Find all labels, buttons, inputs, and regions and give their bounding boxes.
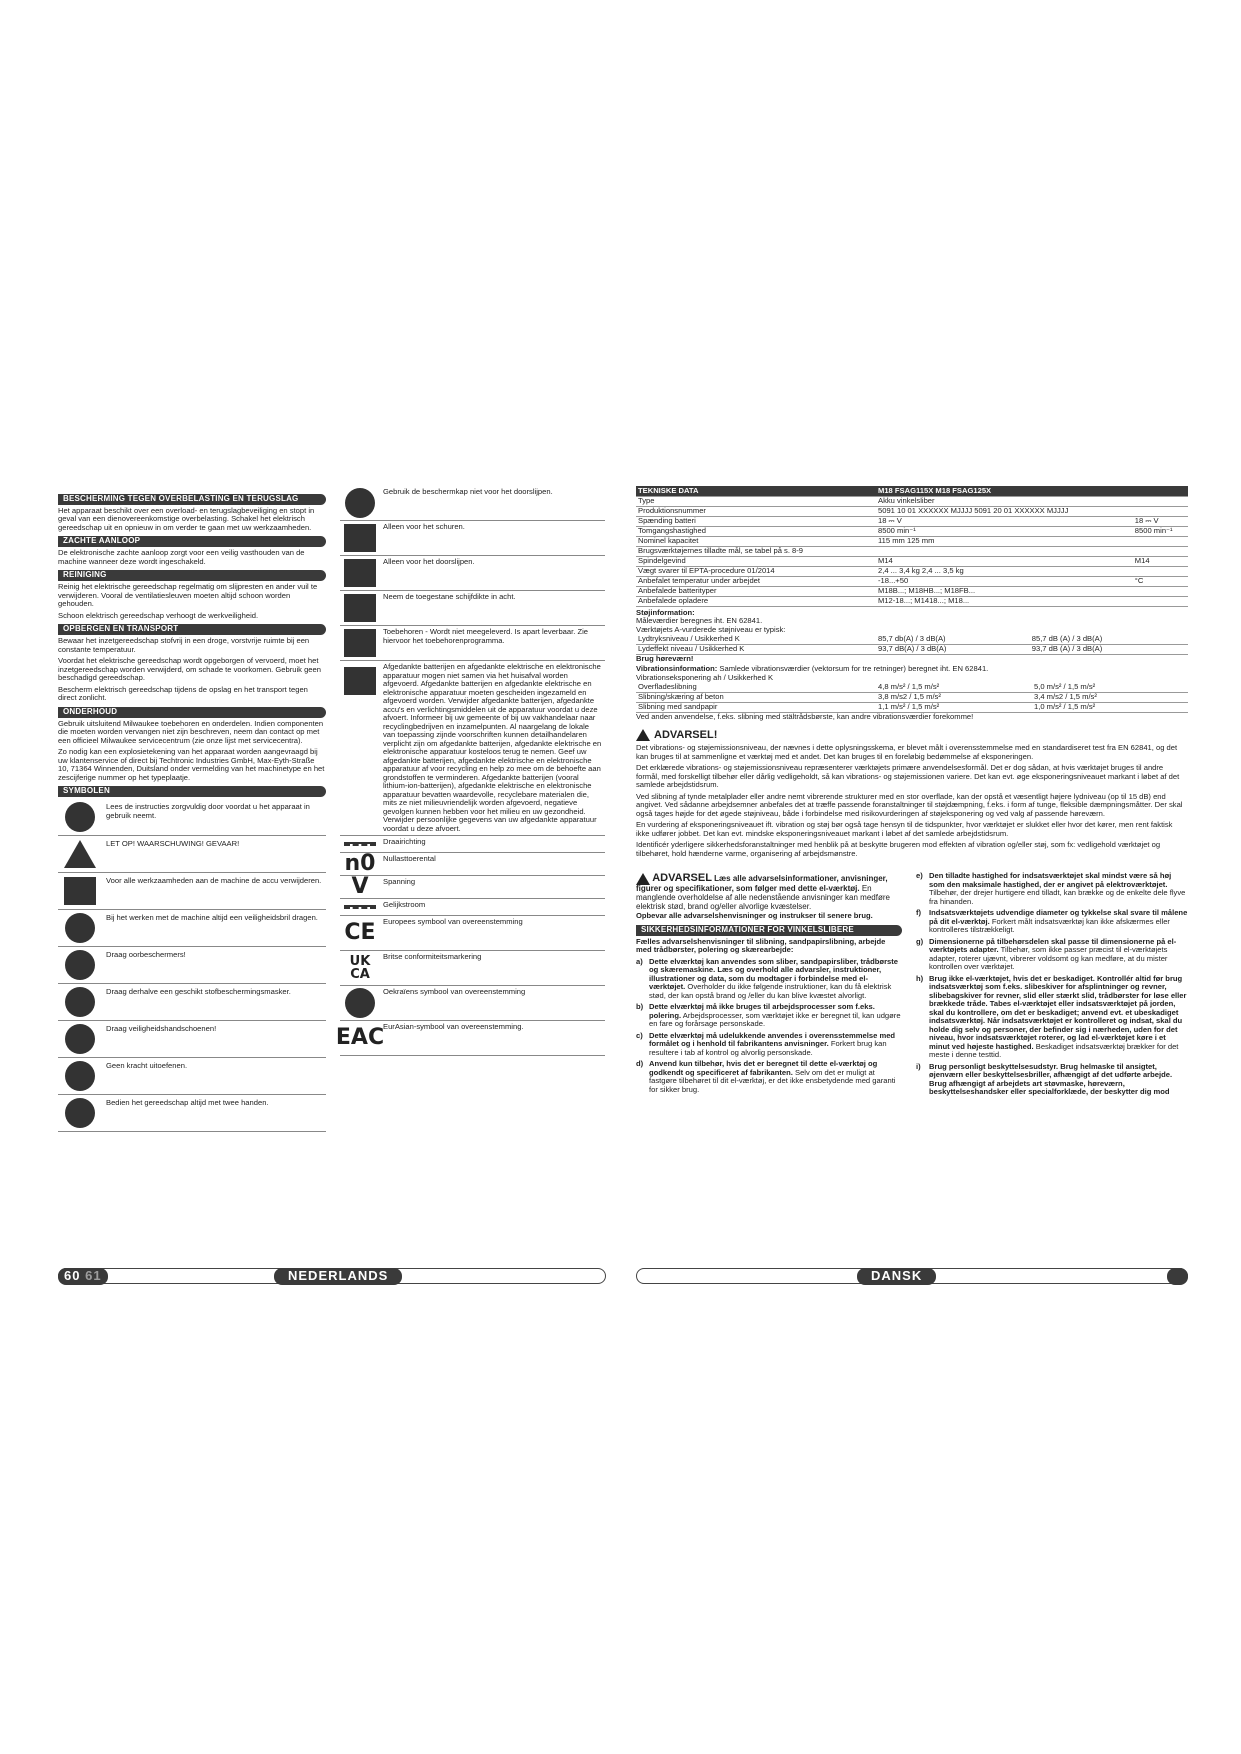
item-letter: h) <box>916 973 924 983</box>
symbol-row <box>340 836 605 853</box>
noise-line: Værktøjets A-vurderede støjniveau er typisk: <box>636 624 786 634</box>
symbol-row <box>58 1021 326 1058</box>
safety-header: SIKKERHEDSINFORMATIONER FOR VINKELSLIBERE <box>636 925 902 936</box>
vibration-intro: Samlede vibrationsværdier (vektorsum for tre retninger) beregnet iht. EN 62841. <box>719 664 989 673</box>
ukraine-mark-icon <box>340 986 380 1020</box>
voltage-icon: V <box>351 874 369 899</box>
disc-thickness-icon <box>340 591 380 625</box>
item-bold: Brug ikke el-værktøjet, hvis det er beskadiget. Kontrollér altid før brug indsatsværktøj som f.eks. slibeskiver for afsplintninger og revner, slibebagskiver for revner, slid eller stærkt slid, trådbørster for løse eller brækkede tråde. Tabes el-værktøjet eller indsatsværktøjet på jorden, skal du kontrollere, om det er beskadiget; anvend evt. et ubeskadiget indsatsværktøj. Når indsatsværktøjet er kontrolleret og indsat, skal du holde dig selv og personer, der befinder sig i nærheden, uden for det niveau, hvor indsatsværktøjet roterer, og lad el-værktøjet køre i et minut ved højeste hastighed. <box>929 973 1187 1051</box>
table-cell: Slibning med sandpapir <box>636 702 876 712</box>
page-number-right <box>1167 1268 1188 1285</box>
safety-items-right <box>916 872 1188 1100</box>
dust-mask-icon <box>58 984 102 1020</box>
table-cell: 85,7 dB (A) / 3 dB(A) <box>1030 634 1188 644</box>
left-column-2 <box>335 486 605 1056</box>
symbol-text: Oekraïens symbool van overeenstemming <box>383 987 526 996</box>
table-row <box>636 682 1188 692</box>
tech-data-table <box>636 486 1188 607</box>
warning2-rest: En manglende overholdelse af alle nedenstående anvisninger kan medføre elektrisk stød, brand og/eller alvorlige kvæstelser. <box>636 884 890 912</box>
symbol-row <box>340 661 605 836</box>
symbol-row <box>340 556 605 591</box>
symbol-text: Afgedankte batterijen en afgedankte elektrische en elektronische apparatuur mogen niet samen via het huisafval worden afgevoerd. Afgedankte batterijen en afgedankte elektrische en elektronische apparatuur moeten gescheiden ingezameld en afgevoerd worden. Verwijder afgedankte batterijen, afgedankte accu's en verlichtingsmiddelen uit de apparatuur voordat u deze afvoert. Informeer bij uw gemeente of bij uw vakhandelaar naar recyclingbedrijven en inzamelpunten. Al naargelang de lokale van toepassing zijnde voorschriften kunnen detailhandelaren verplicht zijn om afgedankte batterijen, afgedankte elektrische en elektronische apparatuur kosteloos terug te nemen. Geef uw afgedankte batterijen, afgedankte elektrische en elektronische apparatuur af voor recycling en help zo mee om de behoefte aan grondstoffen te verminderen. Afgedankte batterijen (vooral lithium-ion-batterijen), afgedankte elektrische en elektronische apparatuur bevatten waardevolle, recyclebare materialen die, mits ze niet milieuvriendelijk worden afgevoerd, negatieve gevolgen kunnen hebben voor het milieu en uw gezondheid. Verwijder persoonlijke gegevens van uw afgedankte apparatuur voordat u deze afvoert. <box>383 662 602 833</box>
section-header: REINIGING <box>58 570 326 581</box>
item-text: Overholder du ikke følgende instruktioner, kan du få elektrisk stød, der kan opstå brand og /eller du kan blive kvæstet alvorligt. <box>649 982 892 1000</box>
warning-title: ADVARSEL! <box>654 729 718 741</box>
direct-current-icon <box>340 899 380 915</box>
section-paragraph: Zo nodig kan een explosietekening van het apparaat worden aangevraagd bij uw klantenservice of direct bij Techtronic Industries GmbH, Max-Eyth-Straße 10, 71364 Winnenden, Duitsland onder vermelding van het machinetype en het zescijferige nummer op het typeplaatje. <box>58 747 325 782</box>
ear-protection-icon <box>58 947 102 983</box>
table-cell: M14 <box>876 556 1133 566</box>
symbol-text: Britse conformiteitsmarkering <box>383 952 482 961</box>
warning-paragraph: Identificér yderligere sikkerhedsforanstaltninger med henblik på at beskytte brugeren mod effekten af vibration og/eller støj, som fx: vedligehold værktøjet og tilbehøret, hold hænderne varme, organisering af arbejdsmønstre. <box>636 840 1161 858</box>
safety-item <box>636 1003 902 1029</box>
table-row <box>636 506 1188 516</box>
table-cell: 2,4 ... 3,4 kg 2,4 ... 3,5 kg <box>876 566 1133 576</box>
symbol-text: Bedien het gereedschap altijd met twee handen. <box>106 1098 269 1108</box>
section-paragraph: De elektronische zachte aanloop zorgt voor een veilig vasthouden van de machine wanneer deze wordt ingeschakeld. <box>58 548 305 566</box>
symbols-list <box>58 799 326 1132</box>
language-label: NEDERLANDS <box>274 1268 402 1285</box>
safety-item <box>916 975 1188 1060</box>
item-letter: b) <box>636 1002 644 1012</box>
symbol-row <box>335 1021 605 1056</box>
symbol-row <box>58 910 326 947</box>
right-page <box>636 486 1188 1100</box>
table-row <box>636 634 1188 644</box>
item-bold: Den tilladte hastighed for indsatsværktøjet skal mindst være så høj som den maksimale hastighed, der er angivet på elektroværktøjet. <box>929 871 1172 889</box>
hearing-protection-note: Brug høreværn! <box>636 653 694 663</box>
table-row <box>636 536 1188 546</box>
item-body <box>929 909 1188 935</box>
symbol-row <box>340 626 605 661</box>
footer-right <box>636 1268 1188 1284</box>
section-paragraph: Schoon elektrisch gereedschap verhoogt de werkveiligheid. <box>58 610 259 620</box>
item-body <box>649 1003 902 1029</box>
table-row <box>636 644 1188 654</box>
table-row <box>636 526 1188 536</box>
warning-paragraph: En vurdering af eksponeringsniveauet ift. vibration og støj bør også tage hensyn til de tidspunkter, hvor værktøjet er slukket eller hvor det kører, men rent faktisk ikke udfører jobbet. Det kan evt. mindske eksponeringsniveauet markant i løbet af det samlede arbejdstidsrum. <box>636 820 1173 838</box>
symbol-row <box>340 853 605 876</box>
safety-item <box>916 872 1188 906</box>
item-body <box>929 872 1188 906</box>
item-text: Arbejdsprocesser, som værktøjet ikke er beregnet til, kan udgøre en fare og forårsage personskade. <box>649 1010 901 1029</box>
table-cell: 5091 10 01 XXXXXX MJJJJ 5091 20 01 XXXXXX MJJJJ <box>876 506 1133 516</box>
table-row <box>636 546 1188 556</box>
weee-bin-icon <box>340 661 380 701</box>
table-cell: Anbefalet temperatur under arbejdet <box>636 576 876 586</box>
safety-items-left <box>636 958 902 1095</box>
language-label: DANSK <box>857 1268 936 1285</box>
symbols-list-2 <box>335 486 605 1056</box>
warning-paragraph: Ved slibning af tynde metalplader eller andre nemt vibrerende strukturer med en stor overflade, kan der opstå et væsentligt højere lydniveau (op til 15 dB) end angivet. Ved sådanne arbejdsemner anbefales det at træffe passende foranstaltninger til støjdæmpning, f.eks. i form af tunge, fleksible dæmpningsmåtter. Der skal også tages højde for det øgede støjniveau, både i forbindelse med risikovurderingen af støjeksponering og ved valg af passende høreværn. <box>636 791 1183 818</box>
table-cell: Akku vinkelsliber <box>876 496 1133 506</box>
table-cell: Anbefalede batterityper <box>636 586 876 596</box>
item-bold: Brug personligt beskyttelsesudstyr. Brug helmaske til ansigtet, øjenværn eller beskyttelsesbriller, afhængigt af det udførte arbejde. Brug afhængigt af arbejdets art støvmaske, høreværn, beskyttelseshandsker eller specialforklæde, der beskytter dig mod <box>929 1061 1173 1097</box>
table-cell: 5,0 m/s² / 1,5 m/s² <box>1032 682 1188 692</box>
table-row <box>636 702 1188 712</box>
symbol-text: Europees symbool van overeenstemming <box>383 917 523 926</box>
table-cell: 93,7 dB (A) / 3 dB(A) <box>1030 644 1188 654</box>
table-cell: Vægt svarer til EPTA-procedure 01/2014 <box>636 566 876 576</box>
footer-left <box>58 1268 606 1284</box>
item-bold: Dette elværktøj må udelukkende anvendes i overensstemmelse med formålet og i henhold til fabrikantens anvisninger. <box>649 1030 896 1049</box>
warning2-keep: Opbevar alle advarselshenvisninger og instrukser til senere brug. <box>636 911 873 921</box>
symbol-text: Draag derhalve een geschikt stofbeschermingsmasker. <box>106 987 291 997</box>
symbol-row <box>58 1058 326 1095</box>
warning2-text: Læs alle advarselsinformationer, anvisninger, figurer og specifikationer, som følger med dette el-værktøj. <box>636 874 888 894</box>
noise-line: Måleværdier beregnes iht. EN 62841. <box>636 616 763 625</box>
symbol-text: EurAsian-symbool van overeenstemming. <box>383 1022 524 1031</box>
symbol-text: Nullasttoerental <box>383 854 436 863</box>
symbol-row <box>340 899 605 916</box>
section-paragraph: Bescherm elektrisch gereedschap tijdens de opslag en het transport tegen direct zonlicht. <box>58 684 308 703</box>
warning-triangle-icon <box>58 836 102 872</box>
symbol-text: Geen kracht uitoefenen. <box>106 1061 188 1071</box>
symbol-text: Voor alle werkzaamheden aan de machine de accu verwijderen. <box>106 876 322 886</box>
table-row <box>636 496 1188 506</box>
table-cell: 93,7 dB(A) / 3 dB(A) <box>876 644 1030 654</box>
table-row <box>636 692 1188 702</box>
table-cell: M12-18...; M1418...; M18... <box>876 596 1133 606</box>
rotation-direction-icon <box>340 836 380 852</box>
symbols-header: SYMBOLEN <box>58 786 326 797</box>
section-header: ZACHTE AANLOOP <box>58 536 326 547</box>
symbol-row <box>58 799 326 836</box>
symbol-text: Alleen voor het doorslijpen. <box>383 557 475 566</box>
table-cell <box>1133 596 1188 606</box>
warning2-title: ADVARSEL <box>652 872 712 885</box>
section-paragraph: Het apparaat beschikt over een overload- en terugslagbeveiliging en stopt in geval van een dienovereenkomstige overbelasting. Schakel het elektrisch gereedschap uit en opnieuw in om verder te gaan met uw werkzaamheden. <box>58 505 315 532</box>
symbol-row <box>340 876 605 899</box>
left-column-1 <box>58 490 326 1132</box>
warning-paragraphs <box>636 744 1188 858</box>
symbol-row <box>58 984 326 1021</box>
item-bold: Dette elværktøj må ikke bruges til arbejdsprocesser som f.eks. polering. <box>649 1002 875 1020</box>
symbol-row <box>340 591 605 626</box>
table-cell: Lydeffekt niveau / Usikkerhed K <box>636 644 876 654</box>
item-letter: a) <box>636 956 643 966</box>
item-letter: g) <box>916 936 924 946</box>
symbol-text: Toebehoren - Wordt niet meegeleverd. Is apart leverbaar. Zie hiervoor het toebehorenprogramma. <box>383 627 589 645</box>
item-text: Forkert målt indsatsværktøj kan ikke afskærmes eller kontrolleres tilstrækkeligt. <box>929 916 1170 935</box>
table-cell: 18 ⎓ V <box>1133 516 1188 526</box>
symbol-row <box>340 916 605 951</box>
safety-item <box>916 1063 1188 1097</box>
section-paragraph: Bewaar het inzetgereedschap stofvrij in een droge, vorstvrije ruimte bij een constante temperatuur. <box>58 636 310 654</box>
table-cell: 8500 min⁻¹ <box>876 526 1133 536</box>
noise-info <box>636 609 1188 664</box>
table-row <box>636 586 1188 596</box>
item-text: Selv om det er muligt at fastgøre tilbehøret til dit el-værktøj, er det ikke ensbetydende med garanti for sikker brug. <box>649 1067 896 1094</box>
symbol-row <box>58 1095 326 1132</box>
safety-item <box>636 958 902 1001</box>
item-letter: c) <box>636 1030 643 1040</box>
item-body <box>649 1060 902 1094</box>
item-bold: Dette elværktøj kan anvendes som sliber, sandpapirsliber, trådbørste og skæremaskine. Læs og overhold alle advarsler, instruktioner, illustrationer og data, som du modtager i forbindelse med el-værktøjet. <box>649 956 898 992</box>
warning-heading <box>636 729 1188 741</box>
table-cell: 8500 min⁻¹ <box>1133 526 1188 536</box>
symbol-text: Draairichting <box>383 837 426 846</box>
warning-paragraph: Det vibrations- og støjemissionsniveau, der nævnes i dette oplysningsskema, er blevet målt i overensstemmelse med en standardiseret test fra EN 62841, og det kan bruges til at sammenligne et værktøj med et andet. Det kan bruges til en foreløbig bedømmelse af eksponeringen. <box>636 743 1178 761</box>
safety-gloves-icon <box>58 1021 102 1057</box>
vibration-info <box>636 665 1188 721</box>
table-cell: Spænding batteri <box>636 516 876 526</box>
tech-data-header: TEKNISKE DATA <box>636 486 876 496</box>
symbol-text: Alleen voor het schuren. <box>383 522 465 531</box>
safety-item <box>636 1032 902 1058</box>
item-letter: i) <box>916 1061 921 1071</box>
section-header: BESCHERMING TEGEN OVERBELASTING EN TERUGSLAG <box>58 494 326 505</box>
section-paragraph: Voordat het elektrische gereedschap wordt opgeborgen of vervoerd, moet het inzetgereedschap worden verwijderd, om schade te voorkomen. Gebruik geen beschadigd gereedschap. <box>58 656 321 683</box>
item-bold: Indsatsværktøjets udvendige diameter og tykkelse skal svare til målene på dit el-værktøj. <box>929 908 1188 926</box>
table-cell: Type <box>636 496 876 506</box>
item-bold: Anvend kun tilbehør, hvis det er beregnet til dette el-værktøj og godkendt og specificeret af fabrikanten. <box>649 1059 878 1077</box>
guard-cutting-icon <box>340 486 380 520</box>
symbol-text: Lees de instructies zorgvuldig door voordat u het apparaat in gebruik neemt. <box>106 802 310 820</box>
symbol-text: Draag oorbeschermers! <box>106 950 186 960</box>
table-cell: Spindelgevind <box>636 556 876 566</box>
table-cell <box>1133 546 1188 556</box>
safety-intro: Fælles advarselshenvisninger til slibning, sandpapirslibning, arbejde med trådbørster, polering og skærearbejde: <box>636 936 886 955</box>
table-cell: Brugsværktøjernes tilladte mål, se tabel på s. 8-9 <box>636 546 876 556</box>
table-cell: °C <box>1133 576 1188 586</box>
item-body <box>929 975 1188 1060</box>
table-cell: 85,7 db(A) / 3 dB(A) <box>876 634 1030 644</box>
item-text: Tilbehør, der drejer hurtigere end tilladt, kan brække og de enkelte dele flyve fra hinanden. <box>929 888 1186 906</box>
table-cell <box>1133 586 1188 596</box>
item-letter: e) <box>916 871 923 881</box>
section-paragraph: Reinig het elektrische gereedschap regelmatig om slijpresten en ander vuil te verwijderen. Vooral de ventilatiesleuven moeten altijd schoon worden gehouden. <box>58 582 318 609</box>
vibration-sub: Vibrationseksponering ah / Usikkerhed K <box>636 672 774 682</box>
section-header: OPBERGEN EN TRANSPORT <box>58 624 326 635</box>
section-paragraph: Gebruik uitsluitend Milwaukee toebehoren en onderdelen. Indien componenten die moeten worden vervangen niet zijn beschreven, neem dan contact op met een officieel Milwaukee servicecentrum (zie onze lijst met servicecentra). <box>58 718 324 745</box>
symbol-row <box>340 521 605 556</box>
table-row <box>636 516 1188 526</box>
item-bold: Dimensionerne på tilbehørsdelen skal passe til dimensionerne på el-værktøjets adapter. <box>929 936 1177 955</box>
two-hands-icon <box>58 1095 102 1131</box>
safety-col-left <box>636 872 902 1100</box>
symbol-text: Spanning <box>383 877 416 886</box>
table-cell: 1,0 m/s² / 1,5 m/s² <box>1032 702 1188 712</box>
tech-models: M18 FSAG115X M18 FSAG125X <box>876 486 1188 496</box>
item-body <box>929 938 1188 972</box>
symbol-row <box>58 947 326 984</box>
table-cell: 4,8 m/s² / 1,5 m/s² <box>876 682 1032 692</box>
symbol-row <box>340 486 605 521</box>
table-cell: -18...+50 <box>876 576 1133 586</box>
warning-icon <box>636 729 650 741</box>
symbol-text: Gelijkstroom <box>383 900 426 909</box>
item-text: Beskadiget indsatsværktøj brækker for det meste i denne testtid. <box>929 1041 1179 1060</box>
symbol-row <box>58 836 326 873</box>
safety-item <box>916 938 1188 972</box>
table-cell: Lydtryksniveau / Usikkerhed K <box>636 634 876 644</box>
sanding-icon <box>340 521 380 555</box>
table-cell <box>1133 496 1188 506</box>
left-sections <box>58 494 326 782</box>
table-row <box>636 596 1188 606</box>
no-force-icon <box>58 1058 102 1094</box>
symbol-text: Gebruik de beschermkap niet voor het doorslijpen. <box>383 487 553 496</box>
vibration-title: Vibrationsinformation: <box>636 664 718 673</box>
table-cell: Nominel kapacitet <box>636 536 876 546</box>
no-load-speed-icon: n0 <box>344 851 376 876</box>
item-body <box>929 1063 1188 1097</box>
symbol-text: LET OP! WAARSCHUWING! GEVAAR! <box>106 839 240 849</box>
item-body <box>649 958 902 1001</box>
symbol-row <box>340 951 605 986</box>
table-cell <box>1133 506 1188 516</box>
cutting-only-icon <box>340 556 380 590</box>
table-cell: Overfladeslibning <box>636 682 876 692</box>
symbol-text: Neem de toegestane schijfdikte in acht. <box>383 592 516 601</box>
symbol-text: Draag veiligheidshandschoenen! <box>106 1024 217 1034</box>
item-body <box>649 1032 902 1058</box>
table-cell: Anbefalede opladere <box>636 596 876 606</box>
table-cell: M14 <box>1133 556 1188 566</box>
table-row <box>636 566 1188 576</box>
table-cell: 1,1 m/s² / 1,5 m/s² <box>876 702 1032 712</box>
table-cell: M18B...; M18HB...; M18FB... <box>876 586 1133 596</box>
read-manual-icon <box>58 799 102 835</box>
table-cell <box>1133 536 1188 546</box>
table-cell: Produktionsnummer <box>636 506 876 516</box>
page-number: 60 61 <box>58 1268 108 1285</box>
safety-columns <box>636 872 1188 1100</box>
table-cell: 3,4 m/s2 / 1,5 m/s² <box>1032 692 1188 702</box>
item-letter: f) <box>916 908 922 918</box>
symbol-row <box>340 986 605 1021</box>
item-text: Forkert brug kan resultere i tab af kontrol og alvorlig personskade. <box>649 1039 887 1057</box>
safety-item <box>916 909 1188 935</box>
safety-item <box>636 1060 902 1094</box>
table-row <box>636 556 1188 566</box>
symbol-text: Bij het werken met de machine altijd een veiligheidsbril dragen. <box>106 913 318 923</box>
symbol-row <box>58 873 326 910</box>
table-cell: 3,8 m/s2 / 1,5 m/s² <box>876 692 1032 702</box>
table-row <box>636 576 1188 586</box>
table-cell: 115 mm 125 mm <box>876 536 1133 546</box>
noise-title: Støjinformation: <box>636 607 695 617</box>
cart-icon <box>340 626 380 660</box>
ukca-mark-icon: UK CA <box>349 954 371 982</box>
table-cell: Tomgangshastighed <box>636 526 876 536</box>
table-cell: Slibning/skæring af beton <box>636 692 876 702</box>
safety-goggles-icon <box>58 910 102 946</box>
vibration-note: Ved anden anvendelse, f.eks. slibning med stältrådsbørste, kan andre vibrationsværdier forekomme! <box>636 711 974 721</box>
eac-mark-icon: EAC <box>335 1025 385 1050</box>
ce-mark-icon: CE <box>344 920 376 945</box>
item-letter: d) <box>636 1059 644 1069</box>
item-text: Tilbehør, som ikke passer præcist til el-værktøjets adapter, roterer ujævnt, vibrerer voldsomt og kan medføre, at du mister kontrollen over værktøjet. <box>929 945 1168 972</box>
warning-paragraph: Det erklærede vibrations- og støjemissionsniveau repræsenterer værktøjets primære anvendelsesformål. Det er dog sådan, at hvis værktøjet bruges til andre formål, med forskelligt tilbehør eller dårlig vedligeholdt, så kan vibrations- og støjemissionen variere. Det kan evt. øge eksponeringsniveauet markant i løbet af det samlede arbejdstidsrum. <box>636 763 1180 790</box>
table-cell <box>1133 566 1188 576</box>
table-cell <box>876 546 1133 556</box>
remove-battery-icon <box>58 873 102 909</box>
section-header: ONDERHOUD <box>58 707 326 718</box>
table-cell: 18 ⎓ V <box>876 516 1133 526</box>
